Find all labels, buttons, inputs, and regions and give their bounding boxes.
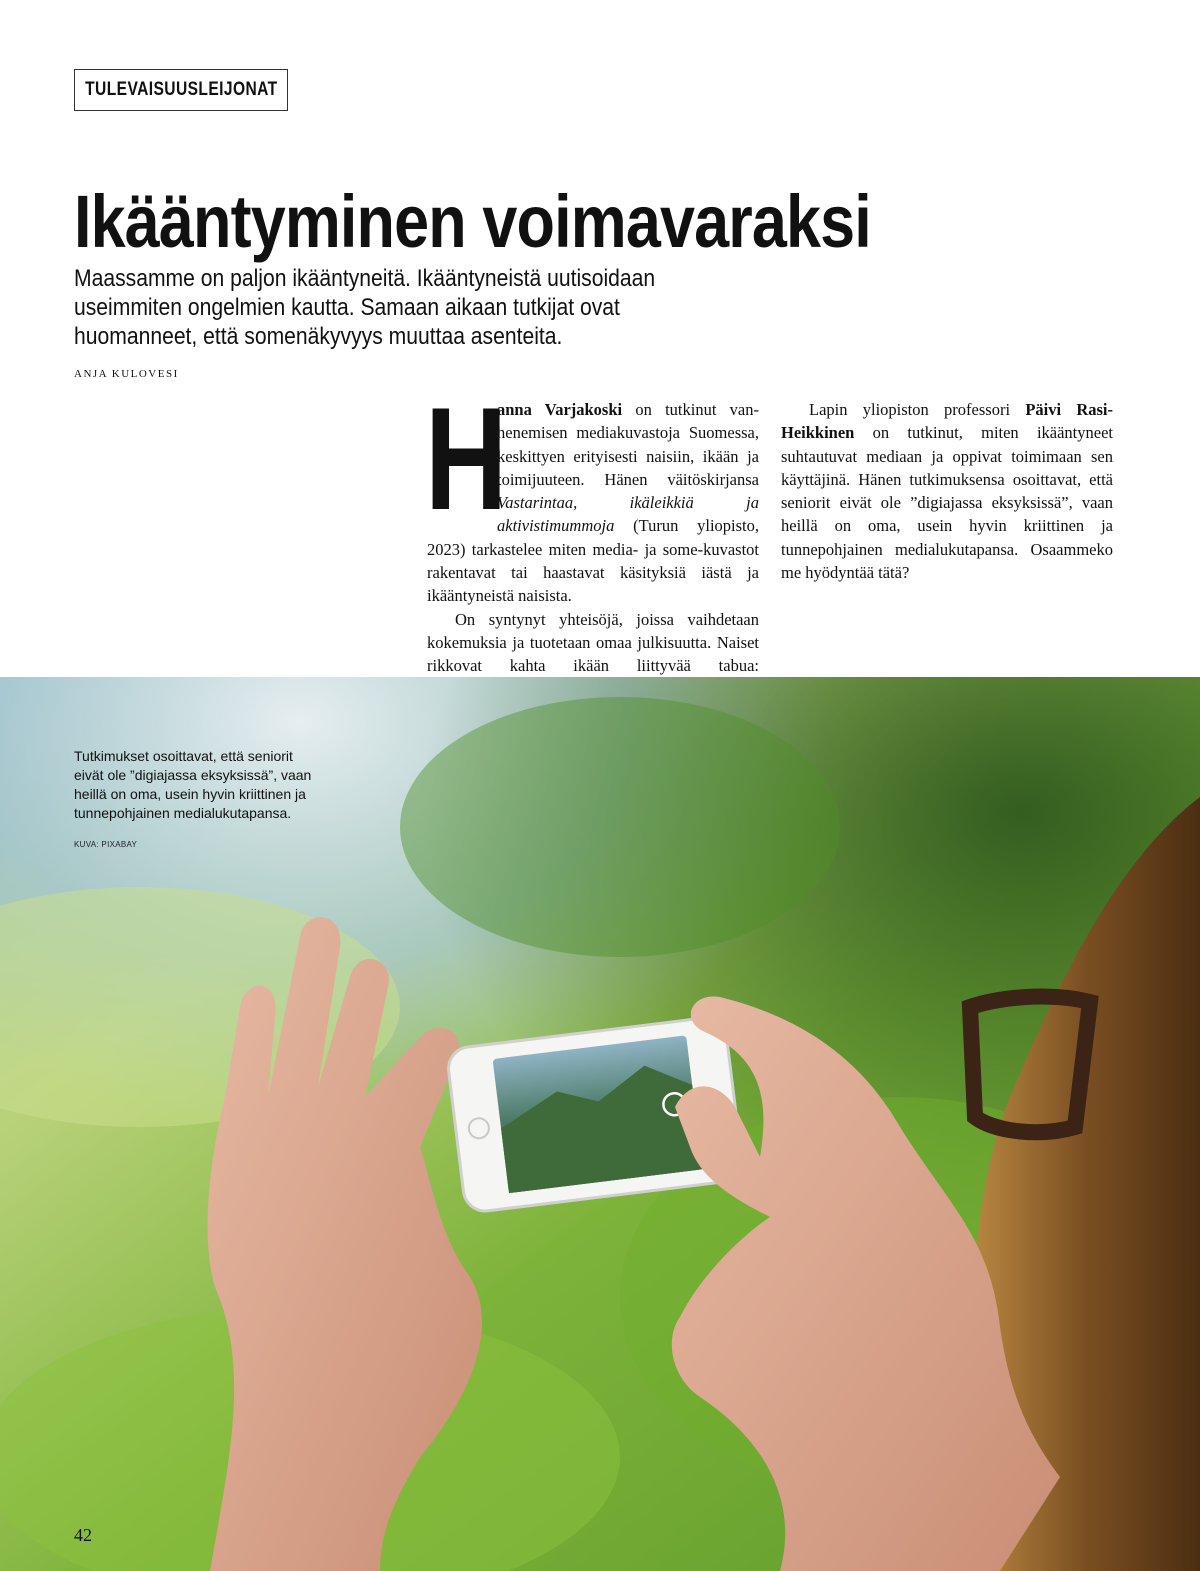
page-number: 42 (74, 1525, 92, 1545)
byline: ANJA KULOVESI (74, 368, 179, 380)
section-tag (74, 69, 288, 111)
body-paragraph-1 (425, 377, 759, 608)
person-name-varjakoski: anna Varjakoski (497, 400, 623, 419)
body-column-1 (425, 377, 759, 701)
body-text: Lapin yliopiston professori (809, 400, 1026, 419)
photo-credit: KUVA: PIXABAY (74, 840, 138, 849)
body-paragraph-2: On syntynyt yhteisöjä, joissa vaihdetaan kokemuksia ja tuotetaan omaa julkisuutta. Naiset rikkovat kahta ikään liittyvää tabua: (427, 609, 759, 676)
body-column-2 (781, 398, 1113, 584)
dissertation-title: Vastarintaa, ikäleikkiä ja aktivistimummoja (497, 493, 759, 536)
headline: Ikääntyminen voimavaraksi (74, 180, 871, 263)
body-text: (Turun yliopisto, 2023) tarkastelee miten media- ja some-kuvastot rakentavat tai haastavat käsityksiä iästä ja ikääntyneistä naisista. (427, 516, 759, 606)
body-text: on tutkinut vanhenemisen mediakuvastoja Suomessa, keskittyen erityisesti naisiin, ikään ja toimijuuteen. Hänen väitöskirjansa (497, 400, 759, 489)
body-text: on tutkinut, miten ikääntyneet suhtautuvat mediaan ja oppivat toimimaan sen käyttäjinä. Hänen tutkimuksensa osoittavat, että seniorit eivät ole ”digiajassa eksyksissä”, vaan heillä on oma, usein hyvin kriittinen ja tunnepohjainen medialukutapansa. Osaammeko me hyödyntää tätä? (781, 423, 1113, 583)
person-name-rasi-heikkinen: Päivi Rasi-Heikkinen (781, 400, 1113, 443)
dropcap: H (425, 377, 508, 540)
lead-paragraph: Maassamme on paljon ikääntyneitä. Ikääntyneistä uutisoidaan useimmiten ongelmien kautta. Samaan aikaan tutkijat ovat huomanneet, että somenäkyvyys muuttaa asenteita. (74, 265, 656, 350)
photo-caption: Tutkimukset osoittavat, että seniorit eivät ole ”digiajassa eksyksissä”, vaan heillä on oma, usein hyvin kriittinen ja tunnepohjainen medialukutapansa. (74, 748, 312, 821)
section-tag-label: TULEVAISUUSLEIJONAT (84, 79, 278, 100)
body-paragraph-3 (781, 398, 1113, 584)
